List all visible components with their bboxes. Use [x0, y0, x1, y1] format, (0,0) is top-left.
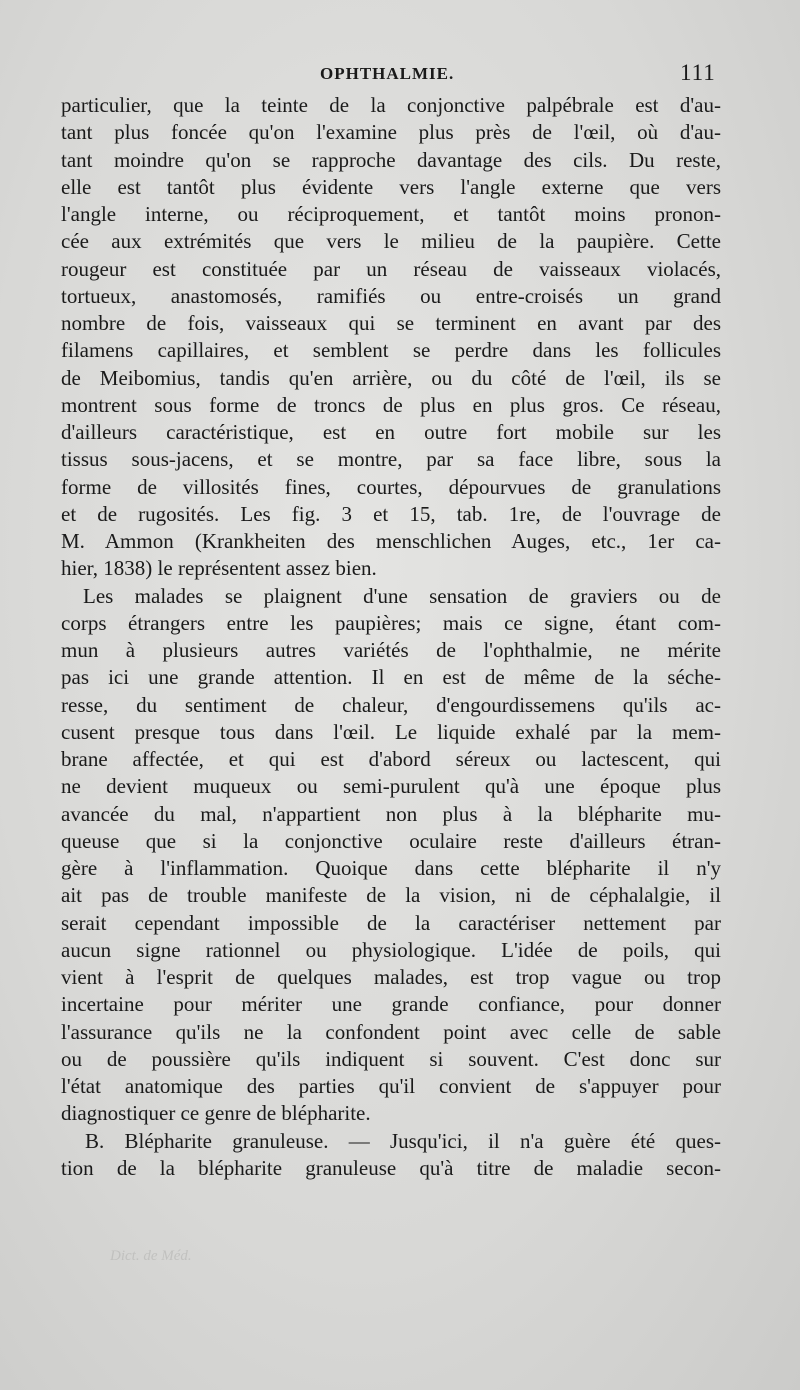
text-line: et de rugosités. Les fig. 3 et 15, tab. 1re, de l'ouvrage de	[61, 501, 721, 526]
text-line: incertaine pour mériter une grande confiance, pour donner	[61, 992, 721, 1017]
text-line: serait cependant impossible de la caractériser nettement par	[61, 910, 721, 935]
section-start-line: B. Blépharite granuleuse. — Jusqu'ici, il n'a guère été ques-	[85, 1128, 721, 1153]
text-line: ait pas de trouble manifeste de la vision, ni de céphalalgie, il	[61, 883, 721, 908]
text-line: tant plus foncée qu'on l'examine plus près de l'œil, où d'au-	[61, 120, 721, 145]
text-line: avancée du mal, n'appartient non plus à la blépharite mu-	[61, 801, 721, 826]
text-line: l'assurance qu'ils ne la confondent point avec celle de sable	[61, 1019, 721, 1044]
text-line: rougeur est constituée par un réseau de vaisseaux violacés,	[61, 256, 721, 281]
text-line: tissus sous-jacens, et se montre, par sa face libre, sous la	[61, 447, 721, 472]
text-line: l'angle interne, ou réciproquement, et tantôt moins pronon-	[61, 202, 721, 226]
text-line: gère à l'inflammation. Quoique dans cette blépharite il n'y	[61, 856, 721, 880]
text-line: resse, du sentiment de chaleur, d'engourdissemens qu'ils ac-	[61, 692, 721, 717]
text-line: cée aux extrémités que vers le milieu de la paupière. Cette	[61, 229, 721, 254]
text-line: de Meibomius, tandis qu'en arrière, ou du côté de l'œil, ils se	[61, 365, 721, 390]
text-line: M. Ammon (Krankheiten des menschlichen Auges, etc., 1er ca-	[61, 529, 721, 553]
paragraph-start-line: Les malades se plaignent d'une sensation de graviers ou de	[83, 583, 721, 608]
text-line: forme de villosités fines, courtes, dépourvues de granulations	[61, 474, 721, 499]
paragraph-end-line: diagnostiquer ce genre de blépharite.	[61, 1101, 371, 1126]
running-title: OPHTHALMIE.	[320, 64, 455, 83]
text-line: corps étrangers entre les paupières; mais ce signe, étant com-	[61, 610, 721, 635]
page-number: 111	[680, 60, 716, 85]
text-line: ne devient muqueux ou semi-purulent qu'à une époque plus	[61, 774, 721, 799]
text-line: montrent sous forme de troncs de plus en plus gros. Ce réseau,	[61, 392, 721, 417]
text-line: mun à plusieurs autres variétés de l'ophthalmie, ne mérite	[61, 638, 721, 662]
text-line: l'état anatomique des parties qu'il convient de s'appuyer pour	[61, 1074, 721, 1098]
text-line: brane affectée, et qui est d'abord séreux ou lactescent, qui	[61, 747, 721, 771]
text-line: d'ailleurs caractéristique, est en outre fort mobile sur les	[61, 420, 721, 444]
text-line: tortueux, anastomosés, ramifiés ou entre-croisés un grand	[61, 283, 721, 308]
text-line: nombre de fois, vaisseaux qui se terminent en avant par des	[61, 311, 721, 335]
text-line: aucun signe rationnel ou physiologique. L'idée de poils, qui	[61, 937, 721, 962]
page-header	[0, 60, 800, 88]
text-line: filamens capillaires, et semblent se perdre dans les follicules	[61, 338, 721, 363]
text-line: cusent presque tous dans l'œil. Le liquide exhalé par la mem-	[61, 719, 721, 744]
bleed-through-text: Dict. de Méd.	[110, 1248, 192, 1264]
text-line: elle est tantôt plus évidente vers l'angle externe que vers	[61, 174, 721, 199]
body-text	[61, 92, 721, 1182]
text-line: particulier, que la teinte de la conjonctive palpébrale est d'au-	[61, 93, 721, 117]
text-line: tant moindre qu'on se rapproche davantage des cils. Du reste,	[61, 147, 721, 172]
text-line: vient à l'esprit de quelques malades, est trop vague ou trop	[61, 965, 721, 989]
paragraph-end-line: hier, 1838) le représentent assez bien.	[61, 556, 377, 581]
text-line: pas ici une grande attention. Il en est de même de la séche-	[61, 665, 721, 690]
text-line: ou de poussière qu'ils indiquent si souvent. C'est donc sur	[61, 1046, 721, 1071]
text-line: tion de la blépharite granuleuse qu'à titre de maladie secon-	[61, 1155, 721, 1180]
text-line: queuse que si la conjonctive oculaire reste d'ailleurs étran-	[61, 828, 721, 853]
